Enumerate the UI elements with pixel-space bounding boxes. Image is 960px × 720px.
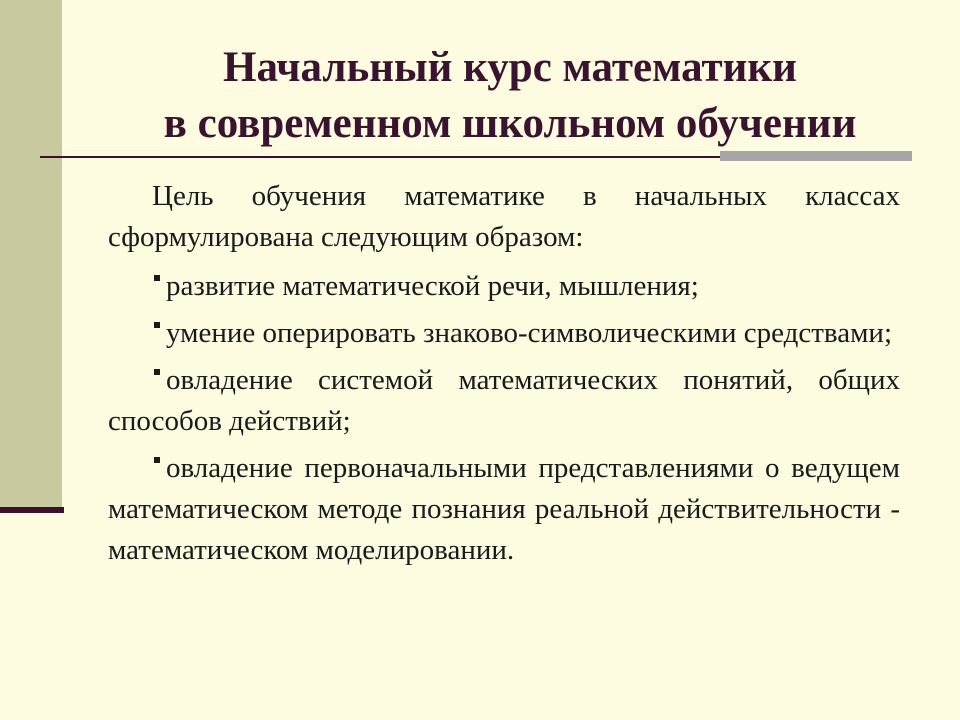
square-bullet-icon (154, 275, 160, 281)
list-item-text: овладение системой математических понятий, общих способов действий; (108, 364, 900, 437)
list-item-text: овладение первоначальными представлениями о ведущем математическом методе познания реальной действительности - математическом моделировании. (108, 452, 900, 566)
square-bullet-icon (154, 322, 160, 328)
list-item (108, 313, 900, 354)
side-band (0, 0, 62, 510)
slide-title (70, 40, 950, 152)
title-line-1: Начальный курс математики (223, 44, 797, 91)
list-item (108, 360, 900, 442)
list-item (108, 266, 900, 307)
slide-body (108, 176, 900, 577)
square-bullet-icon (154, 369, 160, 375)
list-item (108, 448, 900, 571)
square-bullet-icon (154, 457, 160, 463)
list-item-text: умение оперировать знаково-символическими средствами; (166, 317, 893, 349)
side-rule (0, 507, 64, 513)
title-accent-bar (720, 151, 912, 161)
list-item-text: развитие математической речи, мышления; (166, 270, 699, 302)
intro-paragraph: Цель обучения математике в начальных классах сформулирована следующим образом: (108, 180, 900, 253)
title-line-2: в современном школьном обучении (163, 100, 857, 147)
